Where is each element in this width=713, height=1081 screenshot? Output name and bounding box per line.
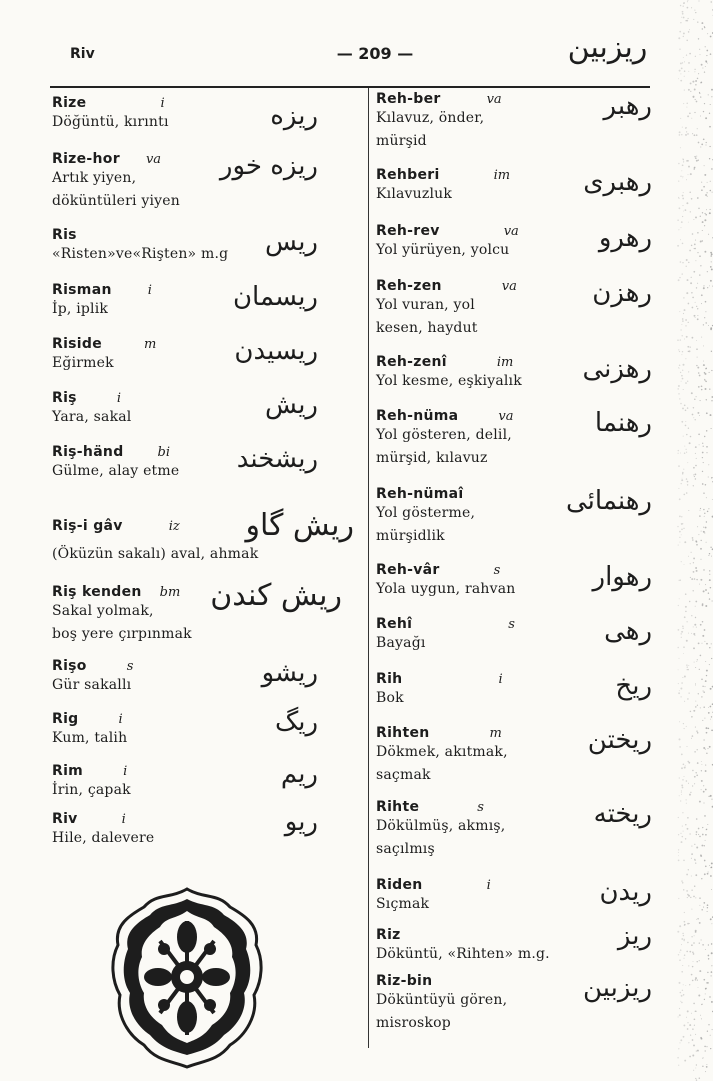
entry-arabic: ریسمان (232, 282, 318, 312)
entry-gram: va (498, 409, 514, 424)
entry (376, 799, 656, 877)
entry-word: Rehî (376, 616, 413, 632)
entry-definition: Bok (376, 690, 404, 706)
entry (376, 408, 656, 486)
entry-arabic: رهی (604, 616, 652, 646)
entry-arabic: ریش گاو (245, 508, 354, 543)
entry-word: Reh-zenî (376, 354, 447, 370)
entry-gram: i (147, 283, 152, 298)
entry-definition: döküntüleri yiyen (52, 193, 180, 209)
entry-arabic: ریزه خور (219, 151, 318, 181)
entry-gram: va (503, 224, 519, 239)
entry-word: Rig (52, 711, 79, 727)
entry-definition: Yol kesme, eşkiyalık (376, 373, 522, 389)
entry-arabic: ریس (265, 227, 318, 257)
entry-word: Reh-vâr (376, 562, 440, 578)
entry-gram: va (501, 279, 517, 294)
entry-definition: mürşid (376, 133, 427, 149)
entry-definition: Gür sakallı (52, 677, 132, 693)
entry-arabic: رهزن (592, 278, 652, 308)
entry-arabic: ریگ (274, 707, 318, 737)
header-rule (50, 86, 650, 88)
entry-gram: va (145, 152, 162, 167)
entry-arabic: ریز (617, 921, 652, 951)
floral-ornament-icon (108, 885, 266, 1070)
entry (376, 616, 656, 671)
entry-arabic: رهرو (598, 223, 652, 253)
entry-gram: i (498, 672, 503, 687)
entry-arabic: رهزنی (582, 354, 652, 384)
entry-word: Rih (376, 671, 403, 687)
entry (52, 336, 362, 390)
entry-definition: saçılmış (376, 841, 435, 857)
entry-word: Riz (376, 927, 401, 943)
entry-definition: Gülme, alay etme (52, 463, 180, 479)
page-number: — 209 — (336, 44, 414, 63)
entry-word: Riş-händ (52, 444, 124, 460)
entry-word: Riş kenden (52, 584, 142, 600)
entry-word: Rehberi (376, 167, 440, 183)
entry-word: Ris (52, 227, 77, 243)
entry (52, 707, 362, 763)
entry-definition: Yara, sakal (52, 409, 132, 425)
entry-gram: im (496, 355, 514, 370)
left-column (52, 95, 362, 859)
entry-arabic: ریم (280, 759, 318, 789)
entry-definition: boş yere çırpınmak (52, 626, 192, 642)
entry-definition: Döküntü, «Rihten» m.g. (376, 946, 550, 962)
entry-definition: (Öküzün sakalı) aval, ahmak (52, 546, 259, 562)
entry (52, 282, 362, 336)
entry-gram: s (508, 617, 515, 632)
entry-arabic: ریشخند (236, 444, 318, 474)
entry-definition: Yol gösterme, (376, 505, 476, 521)
entry-definition: Kılavuz, önder, (376, 110, 485, 126)
entry-arabic: رهنمائی (566, 486, 652, 516)
entry (376, 725, 656, 799)
entry-gram: im (493, 168, 511, 183)
entry-gram: va (486, 92, 502, 107)
entry-definition: Döğüntü, kırıntı (52, 114, 169, 130)
entry-gram: s (493, 563, 501, 578)
entry-gram: m (489, 726, 502, 741)
entry-definition: Yol gösteren, delil, (376, 427, 512, 443)
entry-gram: m (144, 337, 157, 352)
header-arabic-guide-word: ریزبین (567, 30, 648, 65)
page-edge-texture (658, 0, 713, 1081)
entry-definition: Kılavuzluk (376, 186, 453, 202)
entry-definition: Yola uygun, rahvan (376, 581, 516, 597)
entry-definition: Dökülmüş, akmış, (376, 818, 506, 834)
entry-arabic: ریزه (270, 101, 318, 131)
entry-word: Rihten (376, 725, 430, 741)
entry-arabic: ریش (265, 390, 318, 420)
entry-definition: Eğirmek (52, 355, 114, 371)
column-divider (368, 88, 369, 1048)
entry-definition: İrin, çapak (52, 782, 131, 798)
entry-definition: Artık yiyen, (52, 170, 137, 186)
entry-word: Riv (52, 811, 78, 827)
entry (376, 167, 656, 223)
entry (52, 508, 362, 584)
entry-word: Riz-bin (376, 973, 433, 989)
entry-definition: Yol yürüyen, yolcu (376, 242, 510, 258)
entry (52, 227, 362, 282)
entry-word: Rihte (376, 799, 420, 815)
entry-arabic: ریسیدن (234, 336, 318, 366)
entry (376, 354, 656, 408)
entry (376, 877, 656, 927)
entry-gram: bi (157, 445, 171, 460)
entry (52, 95, 362, 151)
entry-definition: Hile, dalevere (52, 830, 155, 846)
entry-arabic: رهبری (583, 167, 652, 197)
entry-definition: Yol vuran, yol (376, 297, 475, 313)
entry-word: Reh-rev (376, 223, 440, 239)
entry-definition: Döküntüyü gören, (376, 992, 508, 1008)
entry (376, 921, 656, 973)
entry-arabic: ریدن (599, 877, 652, 907)
entry-definition: kesen, haydut (376, 320, 478, 336)
entry-definition: Bayağı (376, 635, 426, 651)
entry-definition: Sıçmak (376, 896, 430, 912)
entry-gram: iz (168, 519, 180, 534)
entry-gram: i (486, 878, 491, 893)
entry-gram: i (118, 712, 123, 727)
entry-gram: i (160, 96, 165, 111)
entry-definition: İp, iplik (52, 301, 109, 317)
entry-definition: mürşidlik (376, 528, 445, 544)
entry-arabic: ریش کندن (210, 578, 342, 613)
entry (52, 390, 362, 444)
entry-definition: Sakal yolmak, (52, 603, 154, 619)
entry-word: Reh-ber (376, 91, 441, 107)
entry-arabic: ریو (284, 807, 318, 837)
entry-definition: «Risten»ve«Rişten» m.g (52, 246, 229, 262)
entry-arabic: رهبر (603, 91, 652, 121)
entry (52, 658, 362, 711)
entry-word: Riden (376, 877, 423, 893)
entry-gram: i (116, 391, 121, 406)
entry-gram: bm (159, 585, 181, 600)
entry (376, 278, 656, 354)
entry-arabic: ریشو (261, 658, 318, 688)
entry-gram: s (477, 800, 484, 815)
entry-definition: saçmak (376, 767, 431, 783)
entry-word: Risman (52, 282, 112, 298)
entry-word: Rize-hor (52, 151, 120, 167)
entry (52, 759, 362, 811)
entry-arabic: ریخته (593, 799, 652, 829)
entry (376, 562, 656, 616)
entry-arabic: ریزبین (582, 973, 652, 1003)
entry (376, 486, 656, 562)
entry-word: Rim (52, 763, 84, 779)
entry-definition: Dökmek, akıtmak, (376, 744, 508, 760)
entry-gram: i (123, 764, 128, 779)
entry (376, 973, 656, 1043)
entry-word: Riş-i gâv (52, 518, 123, 534)
entry-definition: Kum, talih (52, 730, 128, 746)
entry (376, 671, 656, 725)
entry-gram: s (126, 659, 134, 674)
entry (376, 91, 656, 167)
entry-definition: misroskop (376, 1015, 451, 1031)
entry-definition: mürşid, kılavuz (376, 450, 488, 466)
entry (52, 444, 362, 508)
entry-arabic: ریخ (615, 671, 652, 701)
entry-word: Riside (52, 336, 103, 352)
entry-word: Rişo (52, 658, 87, 674)
right-column (376, 91, 656, 1043)
entry-word: Reh-nüma (376, 408, 459, 424)
entry-word: Riş (52, 390, 77, 406)
entry-word: Rize (52, 95, 87, 111)
entry (52, 578, 362, 658)
entry-arabic: ریختن (587, 725, 652, 755)
entry-arabic: رهوار (592, 562, 652, 592)
entry (52, 151, 362, 227)
entry-word: Reh-nümaî (376, 486, 464, 502)
entry-arabic: رهنما (594, 408, 652, 438)
entry (376, 223, 656, 278)
entry (52, 807, 362, 859)
entry-gram: i (121, 812, 126, 827)
entry-word: Reh-zen (376, 278, 442, 294)
header-guide-word: Riv (70, 46, 95, 62)
